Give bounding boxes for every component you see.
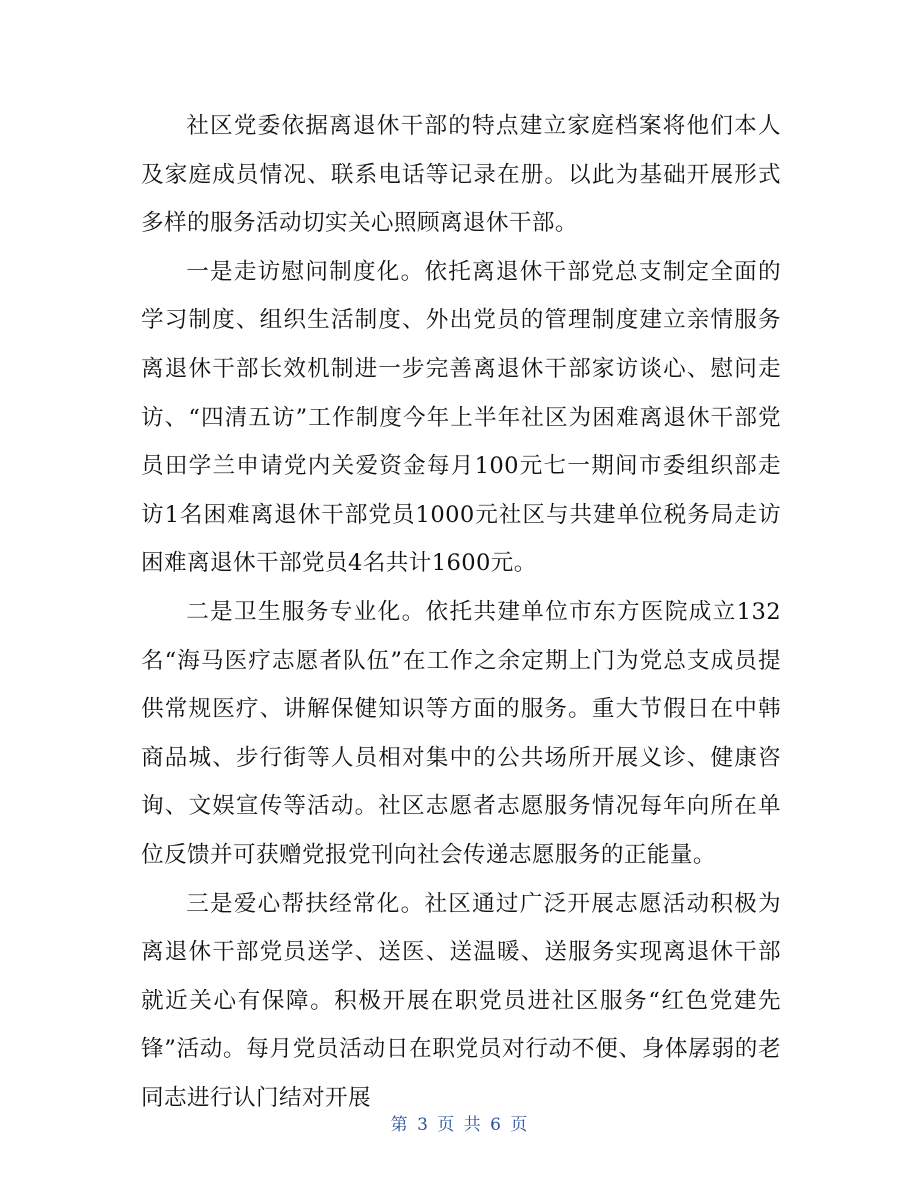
paragraph-health-service: 二是卫生服务专业化。依托共建单位市东方医院成立132名“海马医疗志愿者队伍”在工作之余定期上门为党总支成员提供常规医疗、讲解保健知识等方面的服务。重大节假日在中韩商品城、步行街等人员相对集中的公共场所开展义诊、健康咨询、文娱宣传等活动。社区志愿者志愿服务情况每年向所在单位反馈并可获赠党报党刊向社会传递志愿服务的正能量。 bbox=[141, 598, 781, 868]
page-number-footer: 第 3 页 共 6 页 bbox=[390, 1115, 530, 1135]
paragraph-caring-support: 三是爱心帮扶经常化。社区通过广泛开展志愿活动积极为离退休干部党员送学、送医、送温暖、送服务实现离退休干部就近关心有保障。积极开展在职党员进社区服务“红色党建先锋”活动。每月党员活动日在职党员对行动不便、身体孱弱的老同志进行认门结对开展 bbox=[141, 890, 781, 1111]
document-body bbox=[141, 102, 781, 1122]
paragraph-visit-condolence: 一是走访慰问制度化。依托离退休干部党总支制定全面的学习制度、组织生活制度、外出党员的管理制度建立亲情服务离退休干部长效机制进一步完善离退休干部家访谈心、慰问走访、“四清五访”工作制度今年上半年社区为困难离退休干部党员田学兰申请党内关爱资金每月100元七一期间市委组织部走访1名困难离退休干部党员1000元社区与共建单位税务局走访困难离退休干部党员4名共计1600元。 bbox=[141, 258, 781, 577]
paragraph-intro: 社区党委依据离退休干部的特点建立家庭档案将他们本人及家庭成员情况、联系电话等记录在册。以此为基础开展形式多样的服务活动切实关心照顾离退休干部。 bbox=[141, 113, 781, 237]
